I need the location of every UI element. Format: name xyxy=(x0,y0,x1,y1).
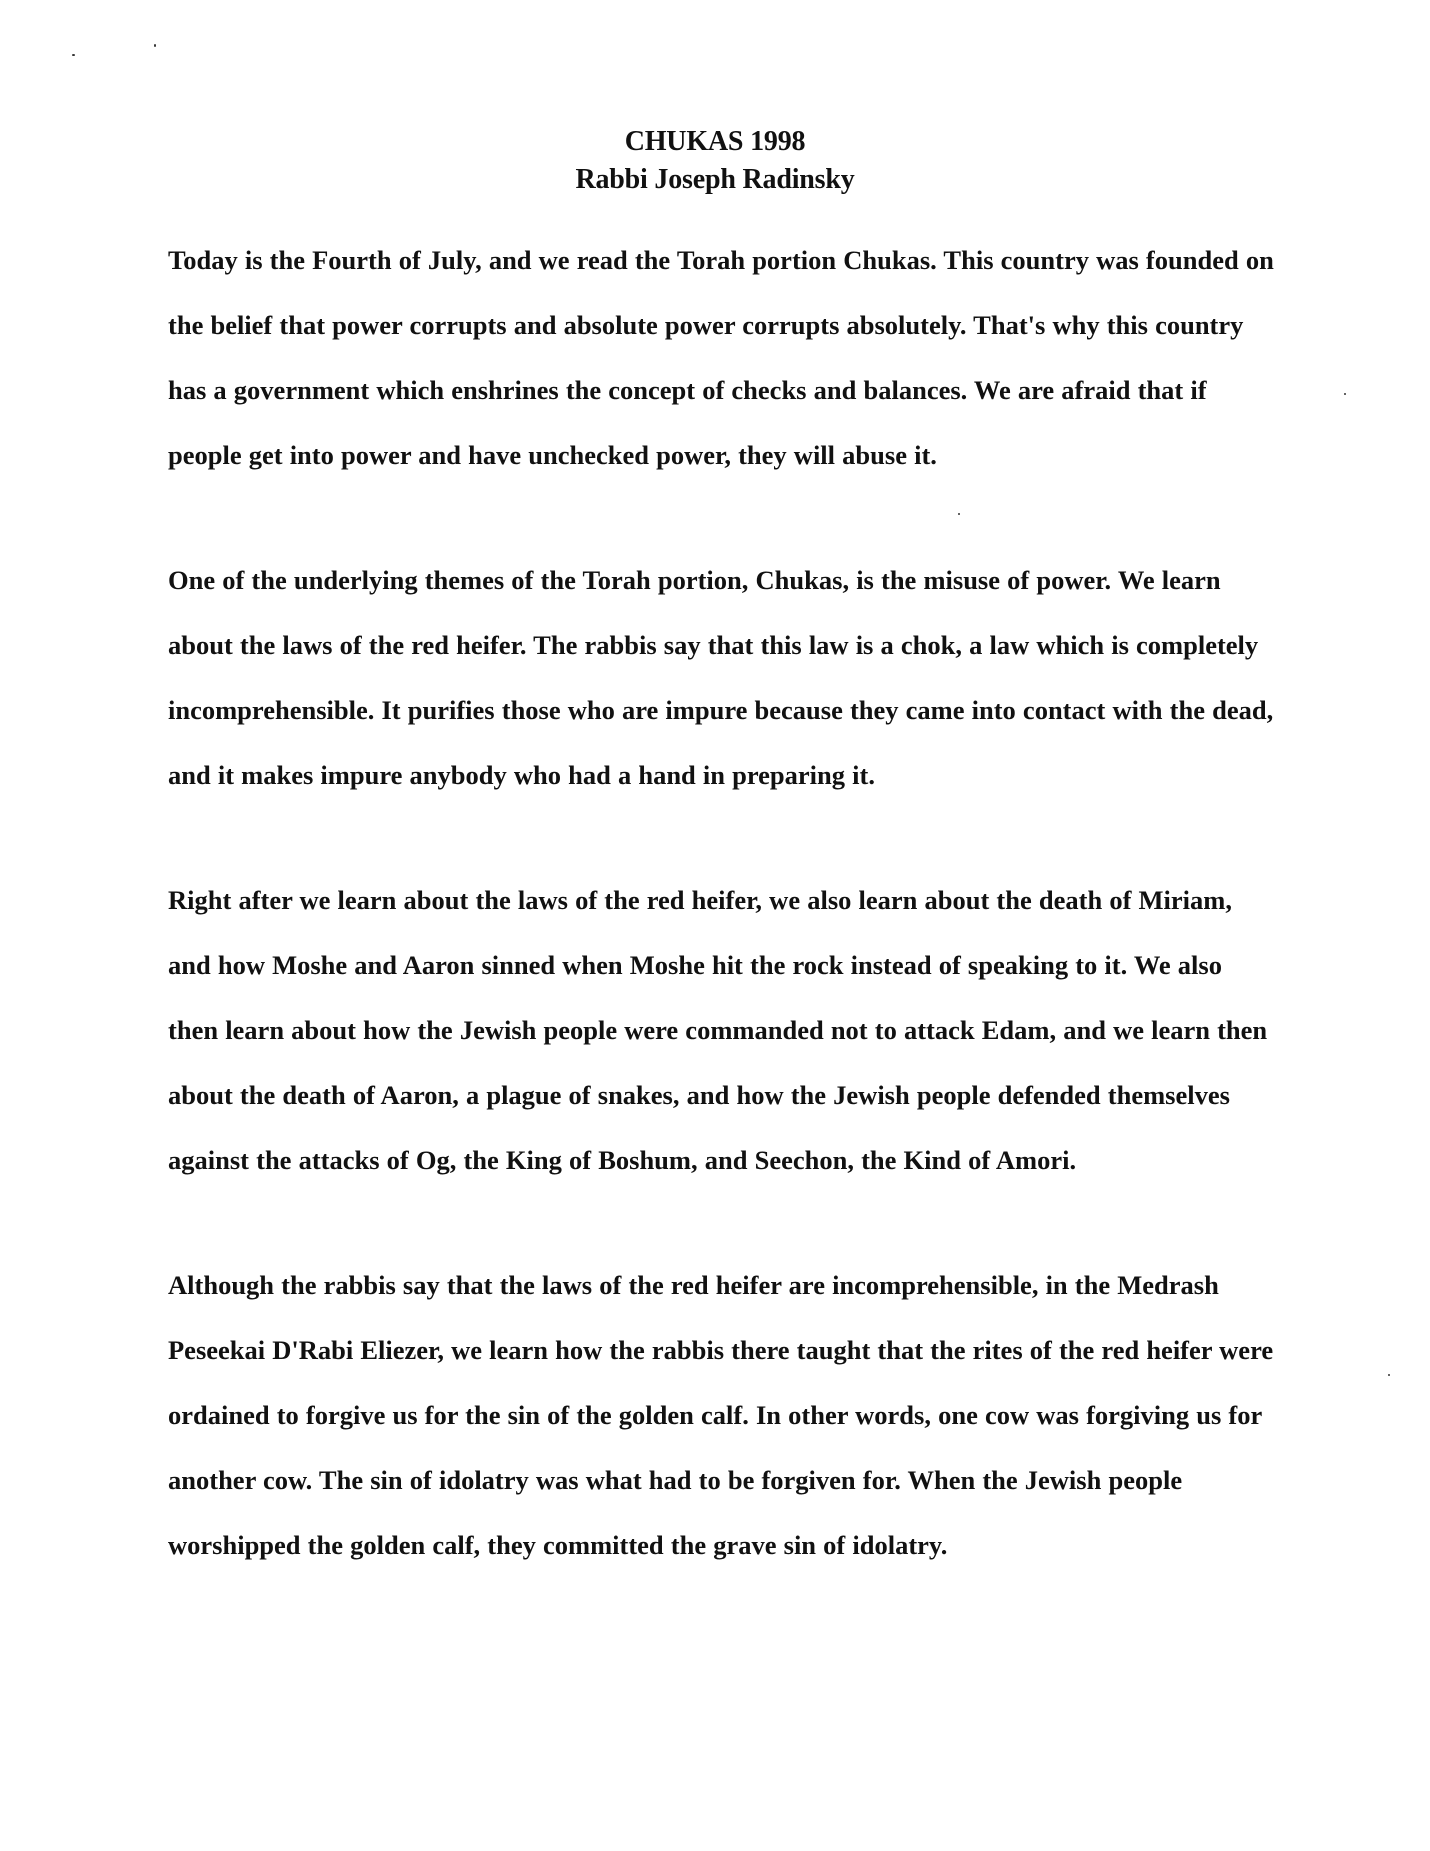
document-title: CHUKAS 1998 xyxy=(624,126,806,157)
paragraph: Today is the Fourth of July, and we read the Torah portion Chukas. This country was founded on the belief that power corrupts and absolute power corrupts absolutely. That's why this country has a government which enshrines the concept of checks and balances. We are afraid that if people get into power and have unchecked power, they will abuse it. xyxy=(168,245,1274,470)
document-author: Rabbi Joseph Radinsky xyxy=(575,164,855,195)
paragraph: Right after we learn about the laws of the red heifer, we also learn about the death of Miriam, and how Moshe and Aaron sinned when Moshe hit the rock instead of speaking to it. We also then learn about how the Jewish people were commanded not to attack Edam, and we learn then about the death of Aaron, a plague of snakes, and how the Jewish people defended themselves against the attacks of Og, the King of Boshum, and Seechon, the Kind of Amori. xyxy=(168,885,1268,1175)
document-body xyxy=(168,228,1278,1578)
document-header xyxy=(0,123,1430,199)
paragraph: One of the underlying themes of the Torah portion, Chukas, is the misuse of power. We learn about the laws of the red heifer. The rabbis say that this law is a chok, a law which is completely incomprehensible. It purifies those who are impure because they came into contact with the dead, and it makes impure anybody who had a hand in preparing it. xyxy=(168,565,1274,790)
scan-speck xyxy=(1388,1374,1390,1376)
scan-speck xyxy=(72,54,75,56)
scan-speck xyxy=(1344,393,1346,395)
paragraph: Although the rabbis say that the laws of the red heifer are incomprehensible, in the Medrash Peseekai D'Rabi Eliezer, we learn how the rabbis there taught that the rites of the red heifer were ordained to forgive us for the sin of the golden calf. In other words, one cow was forgiving us for another cow. The sin of idolatry was what had to be forgiven for. When the Jewish people worshipped the golden calf, they committed the grave sin of idolatry. xyxy=(168,1270,1274,1560)
scan-speck xyxy=(154,44,156,47)
